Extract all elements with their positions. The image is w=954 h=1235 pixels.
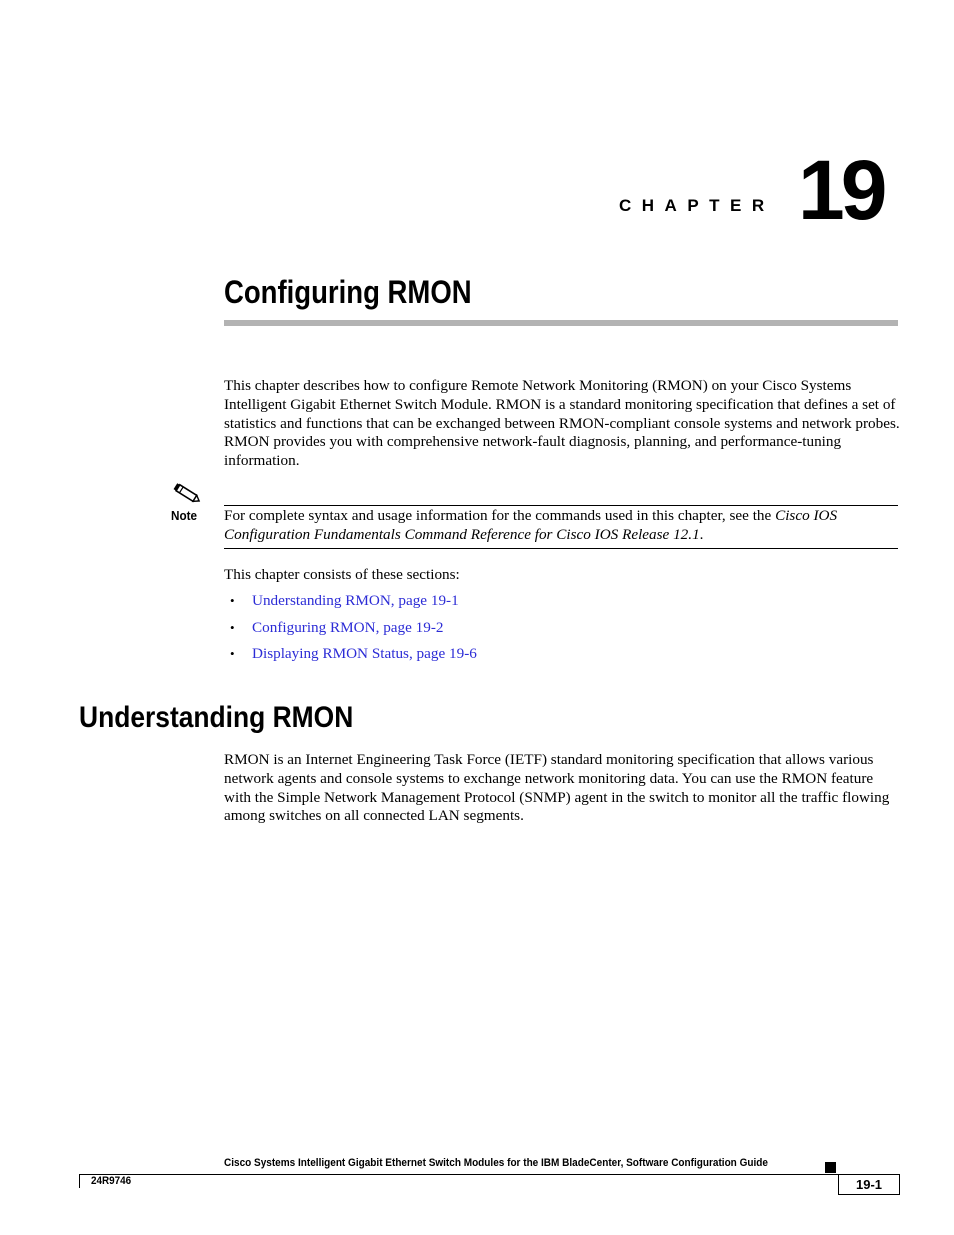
chapter-label: CHAPTER bbox=[619, 196, 775, 215]
bullet: • bbox=[230, 646, 235, 661]
section-link-configuring[interactable]: Configuring RMON, page 19-2 bbox=[252, 618, 444, 636]
title-rule bbox=[224, 320, 898, 326]
note-text-plain: For complete syntax and usage information for the commands used in this chapter, see the bbox=[224, 507, 776, 524]
note-text-italic: Cisco IOS Configuration Fundamentals Command Reference for Cisco IOS Release 12.1 bbox=[224, 507, 838, 543]
footer-rule bbox=[79, 1174, 899, 1175]
pencil-icon bbox=[172, 481, 202, 507]
sections-lead: This chapter consists of these sections: bbox=[224, 566, 460, 583]
page-number: 19-1 bbox=[838, 1174, 900, 1195]
list-item bbox=[224, 644, 477, 671]
note-text bbox=[224, 507, 900, 545]
bullet: • bbox=[230, 619, 235, 635]
intro-paragraph: This chapter describes how to configure Remote Network Monitoring (RMON) on your Cisco Systems Intelligent Gigabit Ethernet Switch Module. RMON is a standard monitoring specification that defines a set of statistics and functions that can be exchanged between RMON-compliant console systems and network probes. RMON provides you with comprehensive network-fault diagnosis, planning, and performance-tuning information. bbox=[224, 377, 900, 470]
footer-guide-title: Cisco Systems Intelligent Gigabit Ethernet Switch Modules for the IBM BladeCenter, Software Configuration Guide bbox=[224, 1157, 768, 1169]
note-rule-top bbox=[224, 505, 898, 506]
page-title: Configuring RMON bbox=[224, 274, 472, 310]
understanding-paragraph: RMON is an Internet Engineering Task Force (IETF) standard monitoring specification that allows various network agents and console systems to exchange network monitoring data. You can use the RMON feature with the Simple Network Management Protocol (SNMP) agent in the switch to monitor all the traffic flowing among switches on all connected LAN segments. bbox=[224, 751, 890, 825]
bullet: • bbox=[230, 593, 235, 608]
section-heading: Understanding RMON bbox=[79, 701, 354, 734]
list-item bbox=[224, 618, 477, 645]
note-label: Note bbox=[171, 508, 198, 523]
list-item bbox=[224, 591, 477, 618]
note-text-end: . bbox=[699, 525, 704, 543]
section-link-displaying[interactable]: Displaying RMON Status, page 19-6 bbox=[252, 645, 477, 662]
footer-marker bbox=[825, 1162, 836, 1173]
section-list bbox=[224, 591, 477, 671]
footer-tick bbox=[79, 1174, 80, 1188]
chapter-number: 19 bbox=[798, 143, 884, 237]
section-link-understanding[interactable]: Understanding RMON, page 19-1 bbox=[252, 592, 459, 609]
doc-id: 24R9746 bbox=[91, 1175, 132, 1187]
note-rule-bottom bbox=[224, 548, 898, 549]
